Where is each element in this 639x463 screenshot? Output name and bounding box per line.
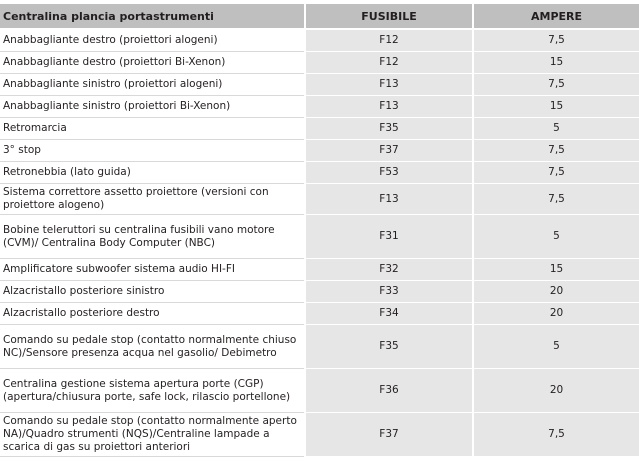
header-fuse: FUSIBILE <box>304 4 472 30</box>
row-description: Anabbagliante destro (proiettori Bi-Xenon) <box>0 52 304 74</box>
row-ampere: 7,5 <box>472 413 639 457</box>
row-description: Comando su pedale stop (contatto normalmente chiuso NC)/Sensore presenza acqua nel gasolio/ Debimetro <box>0 325 304 369</box>
row-description: Bobine teleruttori su centralina fusibili vano motore (CVM)/ Centralina Body Computer (NBC) <box>0 215 304 259</box>
row-description: Alzacristallo posteriore sinistro <box>0 281 304 303</box>
row-fuse: F13 <box>304 96 472 118</box>
row-ampere: 7,5 <box>472 30 639 52</box>
row-description: Sistema correttore assetto proiettore (versioni con proiettore alogeno) <box>0 184 304 215</box>
table-row <box>0 96 639 118</box>
row-ampere: 20 <box>472 303 639 325</box>
row-fuse: F34 <box>304 303 472 325</box>
table-row <box>0 303 639 325</box>
table-row <box>0 162 639 184</box>
row-fuse: F13 <box>304 74 472 96</box>
header-description: Centralina plancia portastrumenti <box>0 4 304 30</box>
table-row <box>0 281 639 303</box>
row-fuse: F35 <box>304 325 472 369</box>
row-fuse: F12 <box>304 30 472 52</box>
row-fuse: F37 <box>304 140 472 162</box>
row-description: Amplificatore subwoofer sistema audio HI-FI <box>0 259 304 281</box>
fuse-table <box>0 4 639 457</box>
row-description: 3° stop <box>0 140 304 162</box>
table-row <box>0 259 639 281</box>
row-fuse: F35 <box>304 118 472 140</box>
row-description: Alzacristallo posteriore destro <box>0 303 304 325</box>
row-ampere: 5 <box>472 325 639 369</box>
row-fuse: F31 <box>304 215 472 259</box>
table-row <box>0 325 639 369</box>
table-row <box>0 74 639 96</box>
row-fuse: F37 <box>304 413 472 457</box>
table-row <box>0 52 639 74</box>
row-description: Anabbagliante sinistro (proiettori Bi-Xenon) <box>0 96 304 118</box>
row-ampere: 7,5 <box>472 74 639 96</box>
header-ampere: AMPERE <box>472 4 639 30</box>
row-fuse: F36 <box>304 369 472 413</box>
header-row <box>0 4 639 30</box>
table-row <box>0 140 639 162</box>
row-description: Comando su pedale stop (contatto normalmente aperto NA)/Quadro strumenti (NQS)/Centraline lampade a scarica di gas su proiettori anteriori <box>0 413 304 457</box>
table-row <box>0 184 639 215</box>
table-row <box>0 30 639 52</box>
table-row <box>0 215 639 259</box>
table-row <box>0 413 639 457</box>
row-ampere: 15 <box>472 259 639 281</box>
row-ampere: 5 <box>472 215 639 259</box>
row-fuse: F32 <box>304 259 472 281</box>
row-ampere: 5 <box>472 118 639 140</box>
row-ampere: 20 <box>472 281 639 303</box>
row-description: Retromarcia <box>0 118 304 140</box>
row-ampere: 7,5 <box>472 184 639 215</box>
row-description: Retronebbia (lato guida) <box>0 162 304 184</box>
row-description: Anabbagliante destro (proiettori alogeni) <box>0 30 304 52</box>
row-fuse: F12 <box>304 52 472 74</box>
table-row <box>0 118 639 140</box>
row-fuse: F53 <box>304 162 472 184</box>
row-ampere: 15 <box>472 96 639 118</box>
row-ampere: 7,5 <box>472 162 639 184</box>
row-description: Centralina gestione sistema apertura porte (CGP) (apertura/chiusura porte, safe lock, rilascio portellone) <box>0 369 304 413</box>
table-row <box>0 369 639 413</box>
row-ampere: 7,5 <box>472 140 639 162</box>
row-fuse: F33 <box>304 281 472 303</box>
row-ampere: 15 <box>472 52 639 74</box>
row-fuse: F13 <box>304 184 472 215</box>
row-description: Anabbagliante sinistro (proiettori alogeni) <box>0 74 304 96</box>
row-ampere: 20 <box>472 369 639 413</box>
